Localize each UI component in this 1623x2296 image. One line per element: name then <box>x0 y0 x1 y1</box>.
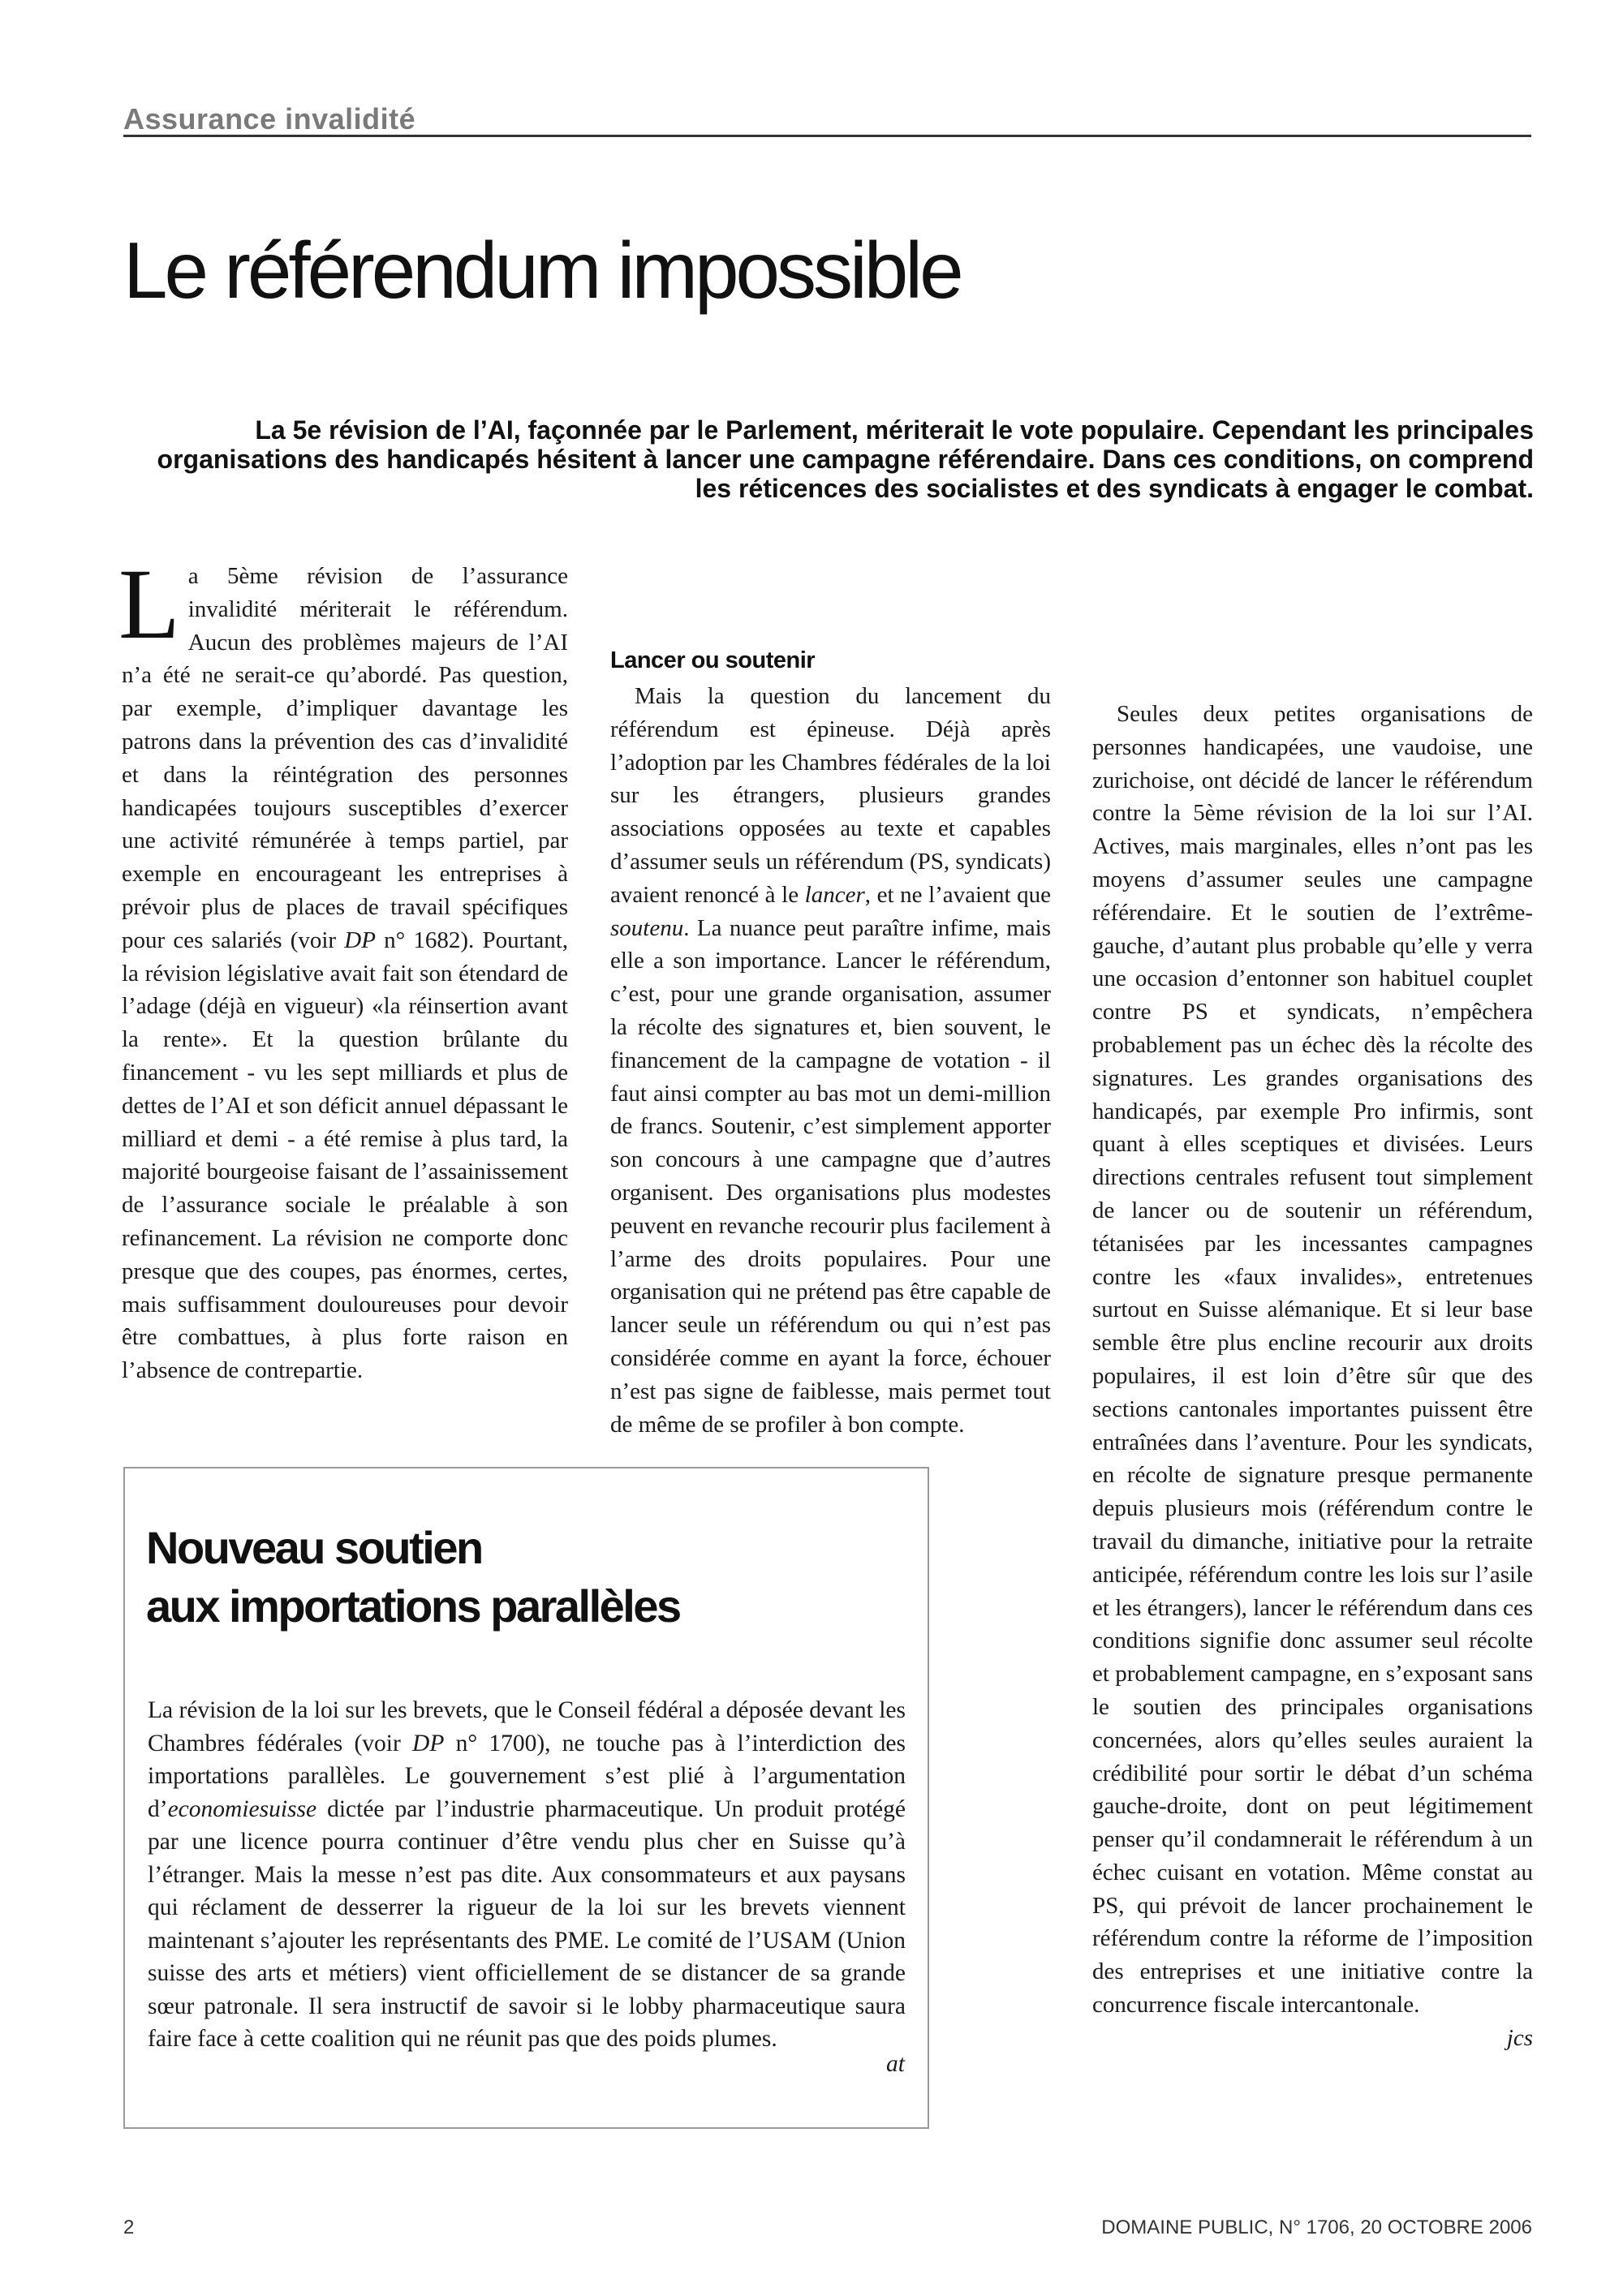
article-column-1 <box>118 548 568 1387</box>
box-body <box>148 1694 906 2056</box>
paragraph-1-text: a 5ème révision de l’assurance invalidité mériterait le référendum. Aucun des problèmes majeurs de l’AI n’a été ne serait-ce qu’abordé. Pas question, par exemple, d’impliquer davantage les patrons dans la prévention des cas d’invalidité et dans la réintégration des personnes handicapées toujours susceptibles d’exercer une activité rémunérée à temps partiel, par exemple en encourageant les entreprises à prévoir plus de places de travail spécifiques pour ces salariés (voir <box>122 563 568 953</box>
lancer-emphasis: lancer <box>804 881 865 908</box>
article-column-2 <box>610 560 1051 1441</box>
drop-cap: L <box>118 548 180 660</box>
section-rubric <box>123 104 1531 137</box>
article-paragraph-3: Seules deux petites organisations de personnes handicapées, une vaudoise, une zurichoise, ont décidé de lancer le référendum contre la 5ème révision de la loi sur l’AI. Actives, mais marginales, elles n’ont pas les moyens d’assumer seules une campagne référendaire. Et le soutien de l’extrême-gauche, d’autant plus probable qu’elle y verra une occasion d’entonner son habituel couplet contre PS et syndicats, n’empêchera probablement pas un échec dès la récolte des signatures. Les grandes organisations des handicapés, par exemple Pro infirmis, sont quant à elles sceptiques et divisées. Leurs directions centrales refusent tout simplement de lancer ou de soutenir un référendum, tétanisées par les incessantes campagnes contre les «faux invalides», entretenues surtout en Suisse alémanique. Et si leur base semble être plus encline recourir aux droits populaires, il est loin d’être sûr que des sections cantonales importantes puissent être entraînées dans l’aventure. Pour les syndicats, en récolte de signature presque permanente depuis plusieurs mois (référendum contre le travail du dimanche, initiative pour la retraite anticipée, référendum contre les lois sur l’asile et les étrangers), lancer le référendum dans ces conditions signifie donc assumer seul récolte et probablement campagne, en s’exposant sans le soutien des principales organisations concernées, alors qu’elles seules auraient la crédibilité pour sortir le débat d’un schéma gauche-droite, dont on peut légitimement penser qu’il condamnerait le référendum à un échec cuisant en votation. Même constat au PS, qui prévoit de lancer prochainement le référendum contre la réforme de l’imposition des entreprises et une initiative contre la concurrence fiscale intercantonale. <box>1092 701 1533 2019</box>
dp-reference: DP <box>344 927 376 953</box>
paragraph-2-part-b: , et ne l’avaient que <box>864 881 1051 908</box>
article-lead: La 5e révision de l’AI, façonnée par le Parlement, mériterait le vote populaire. Cependant les principales organisations des handicapés hésitent à lancer une campagne référendaire. Dans ces conditions, on comprend les réticences des socialistes et des syndicats à engager le combat. <box>157 415 1534 503</box>
box-dp-reference: DP <box>412 1730 445 1756</box>
article-paragraph-2 <box>610 680 1051 1441</box>
box-signature: at <box>886 2051 905 2077</box>
sidebar-box <box>123 1467 929 2129</box>
rubric-label: Assurance invalidité <box>123 102 416 135</box>
box-title-line-1: Nouveau soutien <box>146 1522 482 1573</box>
article-column-3 <box>1092 560 1533 2055</box>
box-title-line-2: aux importations parallèles <box>146 1580 680 1632</box>
paragraph-2-part-c: . La nuance peut paraître infime, mais elle a son importance. Lancer le référendum, c’est, pour une grande organisation, assumer la récolte des signatures et, bien souvent, le financement de la campagne de votation - il faut ainsi compter au bas mot un demi-million de francs. Soutenir, c’est simplement apporter son concours à une campagne que d’autres organisent. Des organisations plus modestes peuvent en revanche recourir plus facilement à l’arme des droits populaires. Pour une organisation qui ne prétend pas être capable de lancer seule un référendum ou qui n’est pas considérée comme en ayant la force, échouer n’est pas signe de faiblesse, mais permet tout de même de se profiler à bon compte. <box>610 914 1051 1438</box>
paragraph-1-tail: n° 1682). Pourtant, la révision législative avait fait son étendard de l’adage (déjà en vigueur) «la réinsertion avant la rente». Et la question brûlante du financement - vu les sept milliards et plus de dettes de l’AI et son déficit annuel dépassant le milliard et demi - a été remise à plus tard, la majorité bourgeoise faisant de l’assainissement de l’assurance sociale le préalable à son refinancement. La révision ne comporte donc presque que des coupes, pas énormes, certes, mais suffisamment douloureuses pour devoir être combattues, à plus forte raison en l’absence de contrepartie. <box>122 927 568 1384</box>
section-subheading: Lancer ou soutenir <box>610 647 816 673</box>
soutenu-emphasis: soutenu <box>610 914 684 941</box>
box-body-part-a: La révision de la loi sur les brevets, que le Conseil fédéral a déposée devant les Chambres fédérales (voir <box>148 1697 906 1756</box>
article-paragraph-1 <box>118 548 568 1387</box>
box-economiesuisse: economiesuisse <box>167 1795 317 1822</box>
page-number: 2 <box>123 2216 135 2238</box>
box-body-part-b: n° 1700), ne touche pas à l’interdiction des importations parallèles. Le gouvernement s’est plié à l’argumentation d’ <box>148 1730 906 1822</box>
box-title <box>146 1519 876 1636</box>
article-signature: jcs <box>1506 2024 1533 2051</box>
box-body-part-c: dictée par l’industrie pharmaceutique. Un produit protégé par une licence pourra continuer d’être vendu plus cher en Suisse qu’à l’étranger. Mais la messe n’est pas dite. Aux consommateurs et aux paysans qui réclament de desserrer la rigueur de la loi sur les brevets viennent maintenant s’ajouter les représentants des PME. Le comité de l’USAM (Union suisse des arts et métiers) vient officiellement de se distancer de sa grande sœur patronale. Il sera instructif de savoir si le lobby pharmaceutique saura faire face à cette coalition qui ne réunit pas que des poids plumes. <box>148 1795 906 2052</box>
paragraph-2-part-a: Mais la question du lancement du référendum est épineuse. Déjà après l’adoption par les Chambres fédérales de la loi sur les étrangers, plusieurs grandes associations opposées au texte et capables d’assumer seuls un référendum (PS, syndicats) avaient renoncé à le <box>610 683 1051 908</box>
publication-info: DOMAINE PUBLIC, N° 1706, 20 OCTOBRE 2006 <box>1101 2216 1532 2238</box>
article-title: Le référendum impossible <box>123 226 961 315</box>
